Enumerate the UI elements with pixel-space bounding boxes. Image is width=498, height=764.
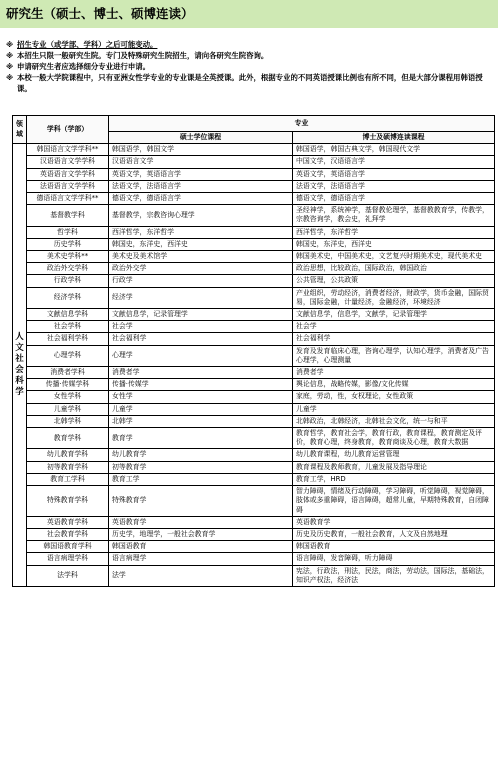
doctor-course-cell: 社会福利学 <box>293 333 495 345</box>
table-row <box>13 553 495 565</box>
subject-cell: 英语语言文学学科 <box>27 168 109 180</box>
table-row <box>13 205 495 226</box>
table-row <box>13 180 495 192</box>
master-course-cell: 传播·传媒学 <box>109 379 293 391</box>
table-row <box>13 379 495 391</box>
doctor-course-cell: 幼儿教育课程，幼儿教育运营管理 <box>293 449 495 461</box>
table-row <box>13 391 495 403</box>
table-row <box>13 473 495 485</box>
doctor-course-cell: 法语文学，法语语言学 <box>293 180 495 192</box>
field-label: 人 文 社 会 科 学 <box>15 332 24 398</box>
master-course-cell: 北韩学 <box>109 415 293 427</box>
table-row <box>13 403 495 415</box>
subject-cell: 政治外交学科 <box>27 263 109 275</box>
doctor-course-cell: 韩国语学，韩国古典文学，韩国现代文学 <box>293 144 495 156</box>
master-course-cell: 特殊教育学 <box>109 486 293 517</box>
master-course-cell: 文献信息学，记录管理学 <box>109 309 293 321</box>
subject-cell: 社会学科 <box>27 321 109 333</box>
table-row <box>13 275 495 287</box>
subject-cell: 消费者学科 <box>27 367 109 379</box>
doctor-course-cell: 产业组织，劳动经济，消费者经济，财政学，货币金融，国际贸易，国际金融，计量经济，金融经济，环境经济 <box>293 287 495 308</box>
subject-cell: 文献信息学科 <box>27 309 109 321</box>
master-course-cell: 法语文学，法语语言学 <box>109 180 293 192</box>
master-course-cell: 消费者学 <box>109 367 293 379</box>
doctor-course-cell: 韩国语教育 <box>293 541 495 553</box>
majors-table <box>12 115 495 587</box>
reference-mark-icon: ※ <box>6 40 14 49</box>
master-course-cell: 韩国语教育 <box>109 541 293 553</box>
subject-cell: 传播·传媒学科 <box>27 379 109 391</box>
table-row <box>13 144 495 156</box>
subject-cell: 哲学科 <box>27 226 109 238</box>
note-text: 招生专业（或学部、学科）之后可能变动。 <box>17 40 158 49</box>
table-row <box>13 428 495 449</box>
doctor-course-cell: 德语文学，德语语言学 <box>293 193 495 205</box>
master-course-cell: 幼儿教育学 <box>109 449 293 461</box>
master-course-cell: 行政学 <box>109 275 293 287</box>
table-row <box>13 309 495 321</box>
table-row <box>13 449 495 461</box>
table-row <box>13 168 495 180</box>
master-course-cell: 女性学 <box>109 391 293 403</box>
header-master: 硕士学位课程 <box>109 132 293 144</box>
table-row <box>13 193 495 205</box>
table-row <box>13 238 495 250</box>
subject-cell: 初等教育学科 <box>27 461 109 473</box>
master-course-cell: 韩国史，东洋史，西洋史 <box>109 238 293 250</box>
subject-cell: 社会福利学科 <box>27 333 109 345</box>
table-row <box>13 528 495 540</box>
table-row <box>13 333 495 345</box>
subject-cell: 经济学科 <box>27 287 109 308</box>
master-course-cell: 西洋哲学，东洋哲学 <box>109 226 293 238</box>
subject-cell: 幼儿教育学科 <box>27 449 109 461</box>
master-course-cell: 韩国语学，韩国文学 <box>109 144 293 156</box>
notes-list <box>6 39 492 94</box>
doctor-course-cell: 宪法，行政法，刑法，民法，商法，劳动法，国际法，基础法，知识产权法，经济法 <box>293 565 495 586</box>
master-course-cell: 教育工学 <box>109 473 293 485</box>
table-row <box>13 415 495 427</box>
field-cell <box>13 144 27 587</box>
doctor-course-cell: 中国文学，汉语语言学 <box>293 156 495 168</box>
master-course-cell: 社会学 <box>109 321 293 333</box>
table-row <box>13 263 495 275</box>
header-field: 领域 <box>13 116 27 144</box>
table-row <box>13 156 495 168</box>
header-subject: 学科（学部） <box>27 116 109 144</box>
subject-cell: 儿童学科 <box>27 403 109 415</box>
doctor-course-cell: 教育课程及教师教育，儿童发展及指导理论 <box>293 461 495 473</box>
reference-mark-icon: ※ <box>6 51 14 60</box>
subject-cell: 心理学科 <box>27 345 109 366</box>
header-doctor: 博士及硕博连读课程 <box>293 132 495 144</box>
master-course-cell: 基督教学，宗教咨询心理学 <box>109 205 293 226</box>
header-major: 专业 <box>109 116 495 132</box>
doctor-course-cell: 发育及发育临床心理，咨询心理学，认知心理学，消费者及广告心理学，心理测量 <box>293 345 495 366</box>
master-course-cell: 心理学 <box>109 345 293 366</box>
doctor-course-cell: 公共管理，公共政策 <box>293 275 495 287</box>
doctor-course-cell: 西洋哲学，东洋哲学 <box>293 226 495 238</box>
subject-cell: 法语语言文学学科 <box>27 180 109 192</box>
doctor-course-cell: 家庭，劳动，性，女权理论，女性政策 <box>293 391 495 403</box>
doctor-course-cell: 社会学 <box>293 321 495 333</box>
master-course-cell: 法学 <box>109 565 293 586</box>
table-row <box>13 321 495 333</box>
subject-cell: 社会教育学科 <box>27 528 109 540</box>
table-row <box>13 345 495 366</box>
doctor-course-cell: 教育哲学，教育社会学，教育行政，教育课程，教育测定及评价，教育心理，终身教育，教育商谈及心理，教育大数据 <box>293 428 495 449</box>
subject-cell: 教育工学科 <box>27 473 109 485</box>
note-text: 本招生只限一般研究生院。专门及特殊研究生院招生，请向各研究生院咨询。 <box>17 51 269 60</box>
table-row <box>13 287 495 308</box>
master-course-cell: 英语教育学 <box>109 516 293 528</box>
table-row <box>13 516 495 528</box>
table-row <box>13 486 495 517</box>
subject-cell: 北韩学科 <box>27 415 109 427</box>
master-course-cell: 政治外交学 <box>109 263 293 275</box>
subject-cell: 韩国语言文学学科** <box>27 144 109 156</box>
table-row <box>13 367 495 379</box>
subject-cell: 法学科 <box>27 565 109 586</box>
note-text: 申请研究生者应选择细分专业进行申请。 <box>17 62 151 71</box>
doctor-course-cell: 韩国美术史，中国美术史，文艺复兴时期美术史，现代美术史 <box>293 251 495 263</box>
doctor-course-cell: 舆论信息，战略传媒，影像/文化传媒 <box>293 379 495 391</box>
subject-cell: 女性学科 <box>27 391 109 403</box>
table-row <box>13 251 495 263</box>
reference-mark-icon: ※ <box>6 62 14 71</box>
doctor-course-cell: 语言障碍，发音障碍，听力障碍 <box>293 553 495 565</box>
master-course-cell: 经济学 <box>109 287 293 308</box>
master-course-cell: 历史学，地理学，一般社会教育学 <box>109 528 293 540</box>
subject-cell: 行政学科 <box>27 275 109 287</box>
subject-cell: 韩国语教育学科 <box>27 541 109 553</box>
doctor-course-cell: 政治思想，比较政治，国际政治，韩国政治 <box>293 263 495 275</box>
doctor-course-cell: 文献信息学，信息学，文献学，记录管理学 <box>293 309 495 321</box>
subject-cell: 历史学科 <box>27 238 109 250</box>
reference-mark-icon: ※ <box>6 73 14 82</box>
doctor-course-cell: 教育工学，HRD <box>293 473 495 485</box>
doctor-course-cell: 韩国史，东洋史，西洋史 <box>293 238 495 250</box>
doctor-course-cell: 消费者学 <box>293 367 495 379</box>
table-row <box>13 461 495 473</box>
master-course-cell: 初等教育学 <box>109 461 293 473</box>
note-item <box>6 39 492 50</box>
subject-cell: 特殊教育学科 <box>27 486 109 517</box>
master-course-cell: 社会福利学 <box>109 333 293 345</box>
subject-cell: 基督教学科 <box>27 205 109 226</box>
doctor-course-cell: 智力障碍，情绪及行动障碍，学习障碍，听觉障碍，视觉障碍，肢体或多重障碍，语言障碍，超常儿童，早期特殊教育，自闭障碍 <box>293 486 495 517</box>
table-row <box>13 541 495 553</box>
doctor-course-cell: 圣经神学，系统神学，基督教伦理学，基督教教育学，传教学，宗教咨询学，教会史，礼拜学 <box>293 205 495 226</box>
doctor-course-cell: 儿童学 <box>293 403 495 415</box>
note-item <box>6 72 492 94</box>
doctor-course-cell: 英语文学，英语语言学 <box>293 168 495 180</box>
subject-cell: 语言病理学科 <box>27 553 109 565</box>
master-course-cell: 德语文学，德语语言学 <box>109 193 293 205</box>
master-course-cell: 美术史及美术馆学 <box>109 251 293 263</box>
doctor-course-cell: 英语教育学 <box>293 516 495 528</box>
subject-cell: 教育学科 <box>27 428 109 449</box>
doctor-course-cell: 历史及历史教育，一般社会教育，人文及自然地理 <box>293 528 495 540</box>
subject-cell: 汉语语言文学学科 <box>27 156 109 168</box>
note-text: 本校一般大学院课程中，只有亚洲女性学专业的专业课是全英授课。此外，根据专业的不同英语授课比例也有所不同，但是大部分课程用韩语授课。 <box>17 73 483 93</box>
subject-cell: 美术史学科** <box>27 251 109 263</box>
master-course-cell: 教育学 <box>109 428 293 449</box>
master-course-cell: 英语文学，英语语言学 <box>109 168 293 180</box>
table-row <box>13 565 495 586</box>
note-item <box>6 50 492 61</box>
master-course-cell: 语言病理学 <box>109 553 293 565</box>
subject-cell: 英语教育学科 <box>27 516 109 528</box>
note-item <box>6 61 492 72</box>
subject-cell: 德语语言文学学科** <box>27 193 109 205</box>
doctor-course-cell: 北韩政治，北韩经济，北韩社会文化，统一与和平 <box>293 415 495 427</box>
page-title: 研究生（硕士、博士、硕博连读） <box>0 0 498 28</box>
master-course-cell: 儿童学 <box>109 403 293 415</box>
master-course-cell: 汉语语言文学 <box>109 156 293 168</box>
table-row <box>13 226 495 238</box>
